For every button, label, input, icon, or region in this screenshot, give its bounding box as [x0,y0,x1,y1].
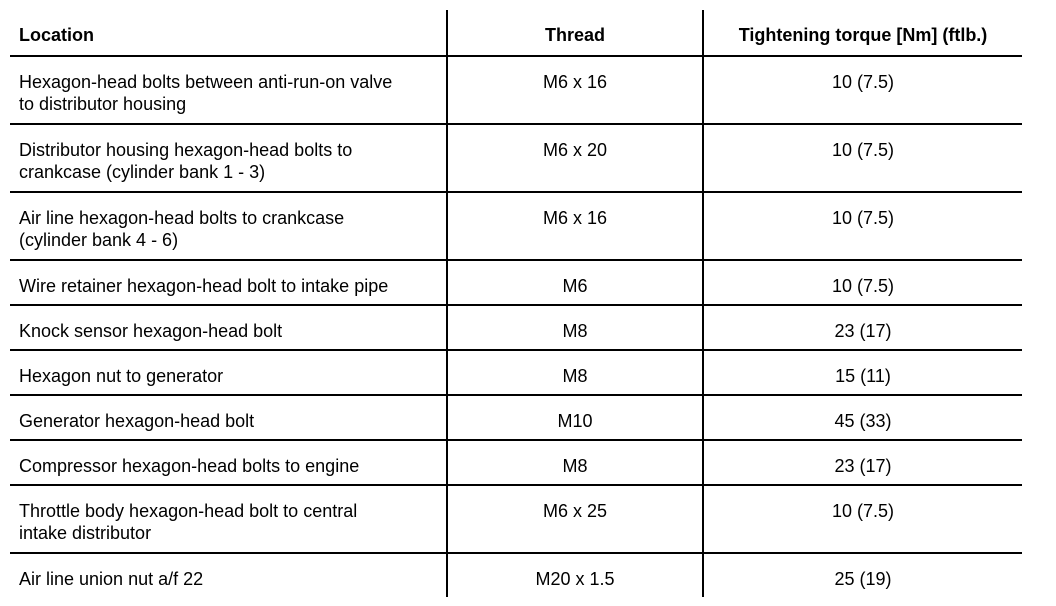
cell-thread: M6 x 16 [447,56,703,124]
cell-location [10,56,447,124]
cell-location [10,192,447,260]
table-row [10,192,1022,260]
table-row [10,305,1022,350]
cell-torque: 10 (7.5) [703,192,1022,260]
cell-thread: M8 [447,350,703,395]
location-line: crankcase (cylinder bank 1 - 3) [19,162,266,182]
cell-torque: 10 (7.5) [703,124,1022,192]
location-line: (cylinder bank 4 - 6) [19,230,179,250]
table-body [10,56,1022,597]
location-line: Wire retainer hexagon-head bolt to intake pipe [19,276,389,296]
table-row [10,350,1022,395]
cell-thread: M8 [447,305,703,350]
column-header-torque: Tightening torque [Nm] (ftlb.) [703,10,1022,56]
location-line: Air line hexagon-head bolts to crankcase [19,208,345,228]
cell-thread: M6 x 16 [447,192,703,260]
location-line: Air line union nut a/f 22 [19,569,204,589]
column-header-thread: Thread [447,10,703,56]
cell-thread: M8 [447,440,703,485]
table-header-row [10,10,1022,56]
cell-thread: M6 x 25 [447,485,703,553]
cell-thread: M6 x 20 [447,124,703,192]
cell-location [10,485,447,553]
location-line: Generator hexagon-head bolt [19,411,255,431]
cell-location [10,124,447,192]
table-row [10,395,1022,440]
location-line: intake distributor [19,523,152,543]
table-row [10,553,1022,597]
cell-location [10,260,447,305]
table-row [10,485,1022,553]
table-row [10,124,1022,192]
location-line: Distributor housing hexagon-head bolts to [19,140,353,160]
cell-torque: 10 (7.5) [703,485,1022,553]
tightening-torque-table [10,10,1022,597]
table-row [10,56,1022,124]
table-row [10,260,1022,305]
cell-location [10,440,447,485]
cell-torque: 10 (7.5) [703,260,1022,305]
location-line: Throttle body hexagon-head bolt to central [19,501,358,521]
location-line: Compressor hexagon-head bolts to engine [19,456,360,476]
cell-torque: 10 (7.5) [703,56,1022,124]
cell-location [10,553,447,597]
location-line: Hexagon-head bolts between anti-run-on valve [19,72,393,92]
cell-torque: 45 (33) [703,395,1022,440]
cell-thread: M6 [447,260,703,305]
cell-torque: 25 (19) [703,553,1022,597]
table-row [10,440,1022,485]
location-line: Hexagon nut to generator [19,366,224,386]
cell-location [10,350,447,395]
cell-location [10,395,447,440]
cell-torque: 23 (17) [703,305,1022,350]
cell-location [10,305,447,350]
cell-torque: 15 (11) [703,350,1022,395]
location-line: Knock sensor hexagon-head bolt [19,321,283,341]
location-line: to distributor housing [19,94,187,114]
cell-thread: M10 [447,395,703,440]
cell-thread: M20 x 1.5 [447,553,703,597]
column-header-location: Location [10,10,447,56]
cell-torque: 23 (17) [703,440,1022,485]
